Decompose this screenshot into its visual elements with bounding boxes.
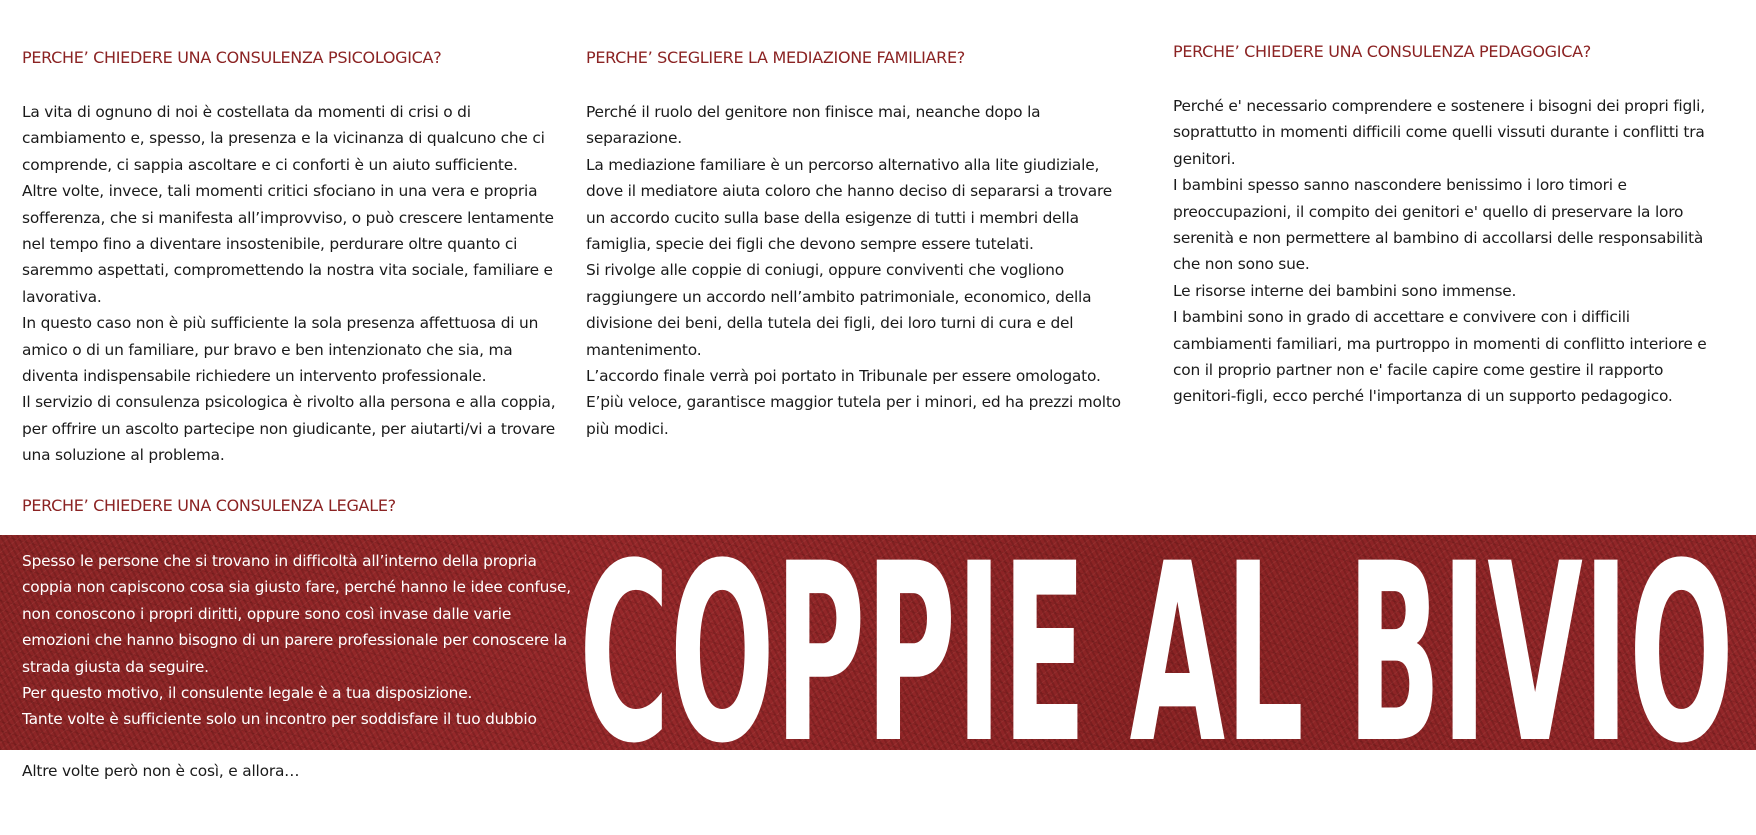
paragraph: L’accordo finale verrà poi portato in Tribunale per essere omologato. [586,367,1101,386]
paragraph: Perché il ruolo del genitore non finisce mai, neanche dopo la separazione. [586,103,1041,148]
paragraph: Altre volte, invece, tali momenti critici sfociano in una vera e propria sofferenza, che si manifesta all’improvviso, o può crescere lentamente nel tempo fino a diventare insostenibile, perdurare oltre quanto ci saremmo aspettati, compromettendo la nostra vita sociale, familiare e lavorativa. [22,182,554,306]
text-consulenza-psicologica [22,99,570,469]
paragraph: Tante volte è sufficiente solo un incontro per soddisfare il tuo dubbio [22,710,537,729]
paragraph: Spesso le persone che si trovano in difficoltà all’interno della propria coppia non capiscono cosa sia giusto fare, perché hanno le idee confuse, non conoscono i propri diritti, oppure sono così invase dalle varie emozioni che hanno bisogno di un parere professionale per conoscere la strada giusta da seguire. [22,552,571,676]
brand-title: COPPIE AL BIVIO [579,535,1734,750]
closing-line: Altre volte però non è così, e allora… [22,762,300,780]
paragraph: La mediazione familiare è un percorso alternativo alla lite giudiziale, dove il mediatore aiuta coloro che hanno deciso di separarsi a trovare un accordo cucito sulla base della esigenze di tutti i membri della famiglia, specie dei figli che devono sempre essere tutelati. [586,155,1113,254]
heading-consulenza-psicologica: PERCHE’ CHIEDERE UNA CONSULENZA PSICOLOGICA? [22,48,442,67]
text-consulenza-pedagogica [1173,93,1729,410]
paragraph: In questo caso non è più sufficiente la sola presenza affettuosa di un amico o di un familiare, pur bravo e ben intenzionato che sia, ma diventa indispensabile richiedere un intervento professionale. [22,314,539,386]
paragraph: Per questo motivo, il consulente legale è a tua disposizione. [22,684,473,703]
brand-title-graphic [578,535,1748,750]
heading-mediazione-familiare: PERCHE’ SCEGLIERE LA MEDIAZIONE FAMILIARE? [586,48,966,67]
paragraph: Si rivolge alle coppie di coniugi, oppure conviventi che vogliono raggiungere un accordo nell’ambito patrimoniale, economico, della divisione dei beni, della tutela dei figli, dei loro turni di cura e del mantenimento. [586,261,1092,359]
heading-consulenza-legale: PERCHE’ CHIEDERE UNA CONSULENZA LEGALE? [22,496,396,515]
brand-banner [0,535,1756,750]
paragraph: La vita di ognuno di noi è costellata da momenti di crisi o di cambiamento e, spesso, la presenza e la vicinanza di qualcuno che ci comprende, ci sappia ascoltare e ci conforti è un aiuto sufficiente. [22,103,545,174]
heading-consulenza-pedagogica: PERCHE’ CHIEDERE UNA CONSULENZA PEDAGOGICA? [1173,42,1591,61]
text-mediazione-familiare [586,99,1126,442]
paragraph: Le risorse interne dei bambini sono immense. [1173,281,1517,300]
text-consulenza-legale [22,548,582,733]
paragraph: Perché e' necessario comprendere e sostenere i bisogni dei propri figli, soprattutto in momenti difficili come quelli vissuti durante i conflitti tra genitori. [1173,97,1705,168]
paragraph: I bambini sono in grado di accettare e convivere con i difficili cambiamenti familiari, ma purtroppo in momenti di conflitto interiore e con il proprio partner non e' facile capire come gestire il rapporto genitori-figli, ecco perché l'importanza di un supporto pedagogico. [1173,308,1707,406]
paragraph: Il servizio di consulenza psicologica è rivolto alla persona e alla coppia, per offrire un ascolto partecipe non giudicante, per aiutarti/vi a trovare una soluzione al problema. [22,393,556,465]
paragraph: I bambini spesso sanno nascondere benissimo i loro timori e preoccupazioni, il compito dei genitori e' quello di preservare la loro serenità e non permettere al bambino di accollarsi delle responsabilità che non sono sue. [1173,176,1704,274]
paragraph: E’più veloce, garantisce maggior tutela per i minori, ed ha prezzi molto più modici. [586,393,1121,438]
